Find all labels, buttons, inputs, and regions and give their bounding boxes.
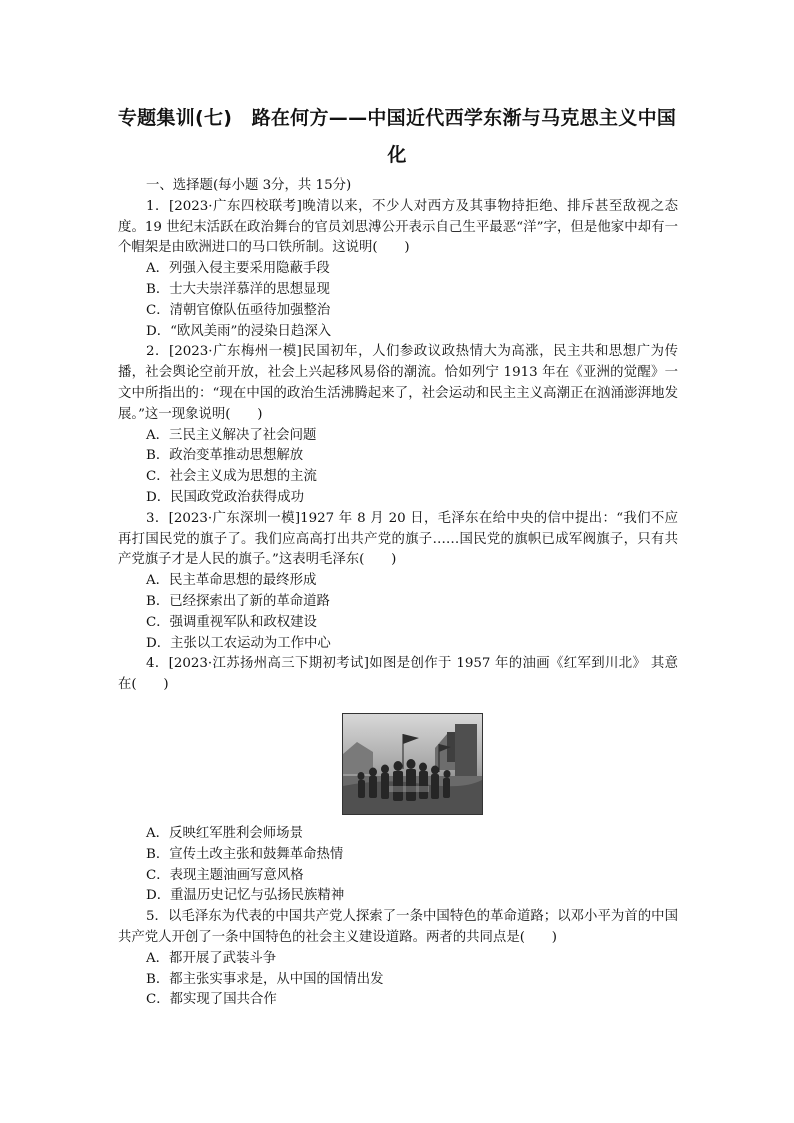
option-c: C．清朝官僚队伍亟待加强整治 bbox=[146, 302, 331, 318]
option-b: B．政治变革推动思想解放 bbox=[146, 448, 304, 464]
question-stem: 4．[2023·江苏扬州高三下期初考试]如图是创作于 1957 年的油画《红军到川北》 其意在( ) bbox=[118, 656, 678, 693]
question-stem: 2．[2023·广东梅州一模]民国初年，人们参政议政热情大为高涨，民主共和思想广为传播，社会舆论空前开放，社会上兴起移风易俗的潮流。恰如列宁 1913 年在《亚洲的觉醒》一文中所指出的：“现在中国的政治生活沸腾起来了，社会运动和民主主义高潮正在汹涌澎湃地发展。”这一现象说明( ) bbox=[118, 344, 678, 422]
option-d: D．主张以工农运动为工作中心 bbox=[146, 635, 331, 651]
option-c: C．强调重视军队和政权建设 bbox=[146, 614, 317, 630]
option-c: C．都实现了国共合作 bbox=[146, 992, 277, 1008]
content bbox=[118, 176, 678, 1011]
question-5 bbox=[118, 907, 678, 1011]
option-b: B．已经探索出了新的革命道路 bbox=[146, 593, 330, 609]
question-stem: 5．以毛泽东为代表的中国共产党人探索了一条中国特色的革命道路；以邓小平为首的中国共产党人开创了一条中国特色的社会主义建设道路。两者的共同点是( ) bbox=[118, 909, 678, 945]
question-1 bbox=[118, 197, 678, 343]
option-c: C．社会主义成为思想的主流 bbox=[146, 469, 317, 485]
option-a: A．都开展了武装斗争 bbox=[146, 950, 277, 966]
option-a: A．民主革命思想的最终形成 bbox=[146, 573, 317, 589]
option-b: B．宣传土改主张和鼓舞革命热情 bbox=[146, 846, 344, 862]
option-b: B．都主张实事求是，从中国的国情出发 bbox=[146, 971, 384, 987]
question-stem: 1．[2023·广东四校联考]晚清以来，不少人对西方及其事物持拒绝、排斥甚至敌视之态度。19 世纪末活跃在政治舞台的官员刘思溥公开表示自己生平最恶“洋”字，但是他家中却有一个帽架是由欧洲进口的马口铁所制。这说明( ) bbox=[118, 198, 678, 256]
option-a: A．反映红军胜利会师场景 bbox=[146, 825, 303, 841]
option-d: D．“欧风美雨”的浸染日趋深入 bbox=[146, 323, 332, 339]
option-d: D．重温历史记忆与弘扬民族精神 bbox=[146, 888, 345, 904]
section-heading: 一、选择题(每小题 3分，共 15分) bbox=[146, 178, 352, 193]
option-b: B．士大夫崇洋慕洋的思想显现 bbox=[146, 281, 330, 297]
question-2 bbox=[118, 342, 678, 508]
page-title bbox=[100, 100, 694, 174]
title-line-1: 专题集训(七) 路在何方——中国近代西学东渐与马克思主义中国 bbox=[117, 107, 677, 129]
option-c: C．表现主题油画写意风格 bbox=[146, 867, 304, 883]
question-stem: 3．[2023·广东深圳一模]1927 年 8 月 20 日，毛泽东在给中央的信中提出：“我们不应再打国民党的旗子了。我们应高高打出共产党的旗子……国民党的旗帜已成军阀旗子，只有共产党旗子才是人民的旗子。”这表明毛泽东( ) bbox=[118, 510, 678, 568]
title-line-2: 化 bbox=[387, 144, 407, 166]
option-a: A．列强入侵主要采用隐蔽手段 bbox=[146, 261, 330, 277]
option-a: A．三民主义解决了社会问题 bbox=[146, 427, 317, 443]
question-4 bbox=[118, 654, 678, 907]
question-3 bbox=[118, 509, 678, 655]
option-d: D．民国政党政治获得成功 bbox=[146, 489, 305, 505]
figure-container bbox=[118, 696, 678, 824]
oil-painting-image bbox=[342, 713, 483, 815]
